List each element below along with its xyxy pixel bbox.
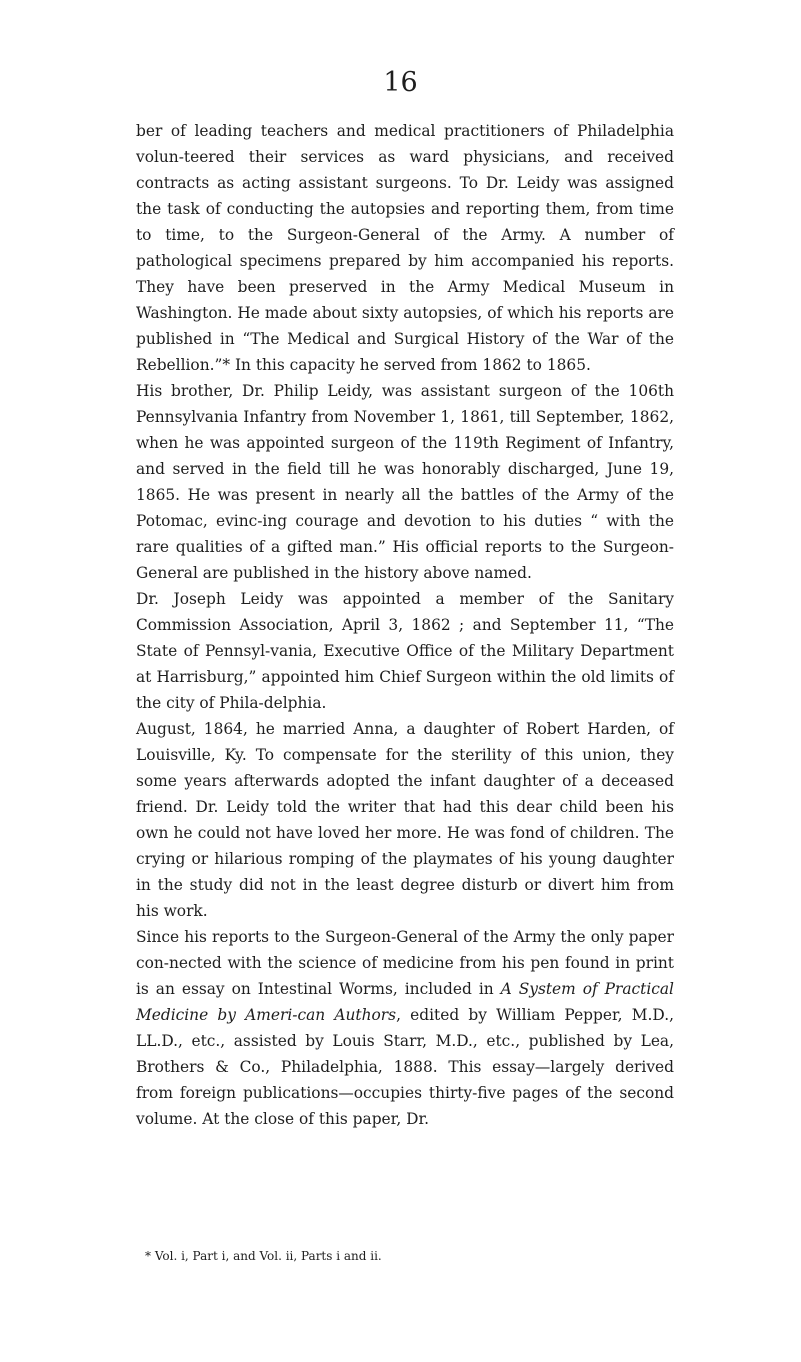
book-title-italic: A System of Practical Medicine by Ameri-can Authors: [136, 980, 674, 1024]
paragraph-sanitary-commission: Dr. Joseph Leidy was appointed a member of the Sanitary Commission Association, April 3, 1862 ; and September 11, “The State of Pennsyl-vania, Executive Office of the Military Department at Harrisburg,” appointed him Chief Surgeon within the old limits of the city of Phila-delphia.: [136, 590, 674, 712]
paragraph-intestinal-worms: [136, 924, 674, 1132]
page-number: 16: [383, 67, 418, 98]
paragraph-intestinal-worms-text-before: Since his reports to the Surgeon-General of the Army the only paper con-nected with the science of medicine from his pen found in print is an essay on Intestinal Worms, included in: [136, 928, 674, 998]
paragraph-marriage: August, 1864, he married Anna, a daughter of Robert Harden, of Louisville, Ky. To compensate for the sterility of this union, they some years afterwards adopted the infant daughter of a deceased friend. Dr. Leidy told the writer that had this dear child been his own he could not have loved her more. He was fond of children. The crying or hilarious romping of the playmates of his young daughter in the study did not in the least degree disturb or divert him from his work.: [136, 720, 674, 920]
paragraph-philip-leidy: His brother, Dr. Philip Leidy, was assistant surgeon of the 106th Pennsylvania Infantry from November 1, 1861, till September, 1862, when he was appointed surgeon of the 119th Regiment of Infantry, and served in the field till he was honorably discharged, June 19, 1865. He was present in nearly all the battles of the Army of the Potomac, evinc-ing courage and devotion to his duties “ with the rare qualities of a gifted man.” His official reports to the Surgeon-General are published in the history above named.: [136, 382, 674, 582]
footnote: * Vol. i, Part i, and Vol. ii, Parts i and ii.: [145, 1249, 382, 1263]
paragraph-intestinal-worms-text-after: , edited by William Pepper, M.D., LL.D., etc., assisted by Louis Starr, M.D., etc., published by Lea, Brothers & Co., Philadelphia, 1888. This essay—largely derived from foreign publications—occupies thirty-five pages of the second volume. At the close of this paper, Dr.: [136, 1006, 674, 1128]
body-text: [136, 118, 674, 1132]
paragraph-autopsies: ber of leading teachers and medical practitioners of Philadelphia volun-teered their services as ward physicians, and received contracts as acting assistant surgeons. To Dr. Leidy was assigned the task of conducting the autopsies and reporting them, from time to time, to the Surgeon-General of the Army. A number of pathological specimens prepared by him accompanied his reports. They have been preserved in the Army Medical Museum in Washington. He made about sixty autopsies, of which his reports are published in “The Medical and Surgical History of the War of the Rebellion.”* In this capacity he served from 1862 to 1865.: [136, 122, 674, 374]
